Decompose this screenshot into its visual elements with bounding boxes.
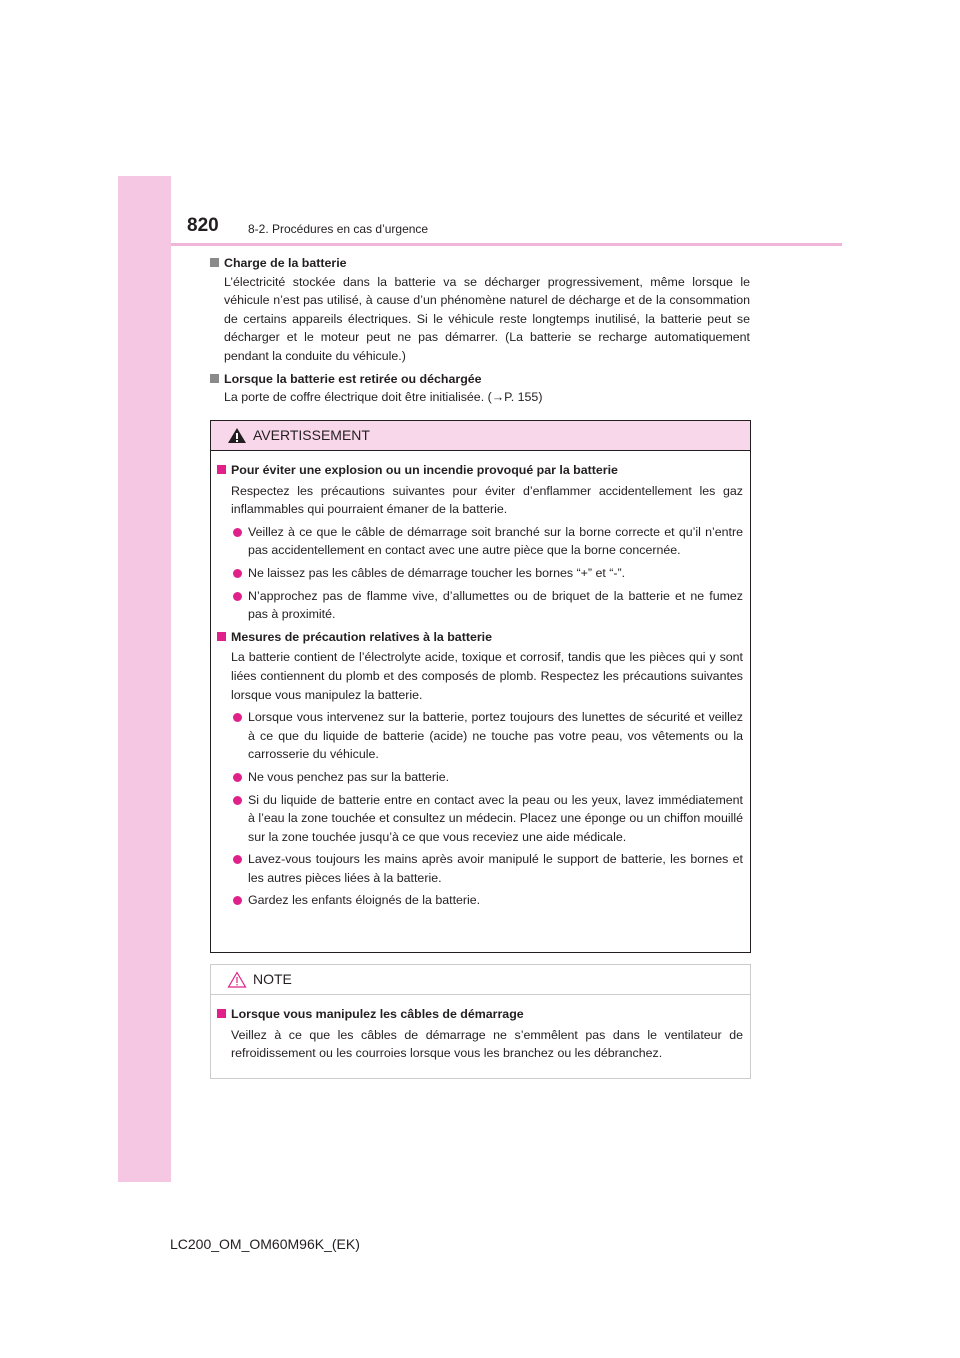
intro-paragraph: L’électricité stockée dans la batterie va se décharger progressivement, même lorsque le véhicule n’est pas utilisé, à cause d’un phénomène naturel de décharge et de la consommation de certains appareils électriques. Si le véhicule reste longtemps inutilisé, la batterie peut se décharger et le moteur peut ne pas démarrer. (La batterie se recharge automatiquement pendant la conduite du véhicule.): [224, 274, 750, 363]
square-bullet-icon: [217, 465, 226, 474]
round-bullet-icon: [233, 796, 242, 805]
intro-content: [210, 254, 750, 411]
side-tab-band: [118, 176, 171, 1182]
round-bullet-icon: [233, 592, 242, 601]
intro-block: [210, 370, 750, 407]
warning-header: [211, 421, 750, 451]
bullet-text: Veillez à ce que le câble de démarrage soit branché sur la borne correcte et qu’il n’entre pas accidentellement en contact avec une autre pièce que la borne concernée.: [248, 524, 743, 558]
warning-heading: [217, 628, 743, 647]
document-code: LC200_OM_OM60M96K_(EK): [170, 1236, 360, 1252]
intro-paragraph: La porte de coffre électrique doit être initialisée. (→P. 155): [224, 390, 543, 405]
intro-heading: [210, 370, 750, 389]
square-bullet-icon: [217, 632, 226, 641]
warning-paragraph: La batterie contient de l’électrolyte acide, toxique et corrosif, tandis que les pièces qui y sont liées contiennent du plomb et des composés de plomb. Respectez les précautions suivantes lorsque vous manipulez la batterie.: [231, 650, 743, 702]
round-bullet-icon: [233, 773, 242, 782]
warning-heading: [217, 461, 743, 480]
warning-bullet: [217, 768, 743, 787]
warning-bullet: [217, 708, 743, 764]
warning-heading-text: Pour éviter une explosion ou un incendie provoqué par la batterie: [231, 463, 618, 477]
round-bullet-icon: [233, 713, 242, 722]
round-bullet-icon: [233, 569, 242, 578]
round-bullet-icon: [233, 528, 242, 537]
note-body: [211, 995, 750, 1063]
bullet-text: Ne vous penchez pas sur la batterie.: [248, 769, 450, 784]
warning-bullet: [217, 791, 743, 847]
intro-heading-text: Charge de la batterie: [224, 256, 347, 270]
warning-paragraph: Respectez les précautions suivantes pour éviter d’enflammer accidentellement les gaz inflammables qui pourraient émaner de la batterie.: [231, 483, 743, 517]
warning-title: AVERTISSEMENT: [253, 427, 370, 443]
round-bullet-icon: [233, 855, 242, 864]
header-rule: [171, 243, 842, 246]
square-bullet-icon: [210, 258, 219, 267]
intro-heading-text: Lorsque la batterie est retirée ou déchargée: [224, 371, 482, 386]
warning-bullet: [217, 587, 743, 624]
round-bullet-icon: [233, 896, 242, 905]
note-heading-text: Lorsque vous manipulez les câbles de démarrage: [231, 1007, 524, 1021]
caution-triangle-icon: [227, 971, 247, 988]
bullet-text: Ne laissez pas les câbles de démarrage toucher les bornes “+” et “-”.: [248, 565, 626, 580]
warning-box: [210, 420, 751, 953]
warning-bullet: [217, 850, 743, 887]
bullet-text: Si du liquide de batterie entre en contact avec la peau ou les yeux, lavez immédiatement à l’eau la zone touchée et consultez un médecin. Placez une éponge ou un chiffon mouillé sur la zone touchée jusqu’à ce que vous receviez une aide médicale.: [248, 792, 743, 844]
bullet-text: Lavez-vous toujours les mains après avoir manipulé le support de batterie, les bornes et les autres pièces liées à la batterie.: [248, 852, 743, 885]
page-number: 820: [187, 215, 219, 236]
intro-heading: [210, 254, 750, 273]
warning-heading-text: Mesures de précaution relatives à la batterie: [231, 629, 493, 644]
warning-body: [211, 451, 750, 910]
note-title: NOTE: [253, 971, 292, 987]
section-title: 8-2. Procédures en cas d’urgence: [248, 222, 429, 236]
square-bullet-icon: [210, 374, 219, 383]
warning-bullet: [217, 523, 743, 560]
note-box: [210, 964, 751, 1079]
bullet-text: Gardez les enfants éloignés de la batterie.: [248, 893, 481, 908]
note-header: [211, 965, 750, 995]
warning-triangle-icon: [227, 427, 247, 444]
bullet-text: N’approchez pas de flamme vive, d’allumettes ou de briquet de la batterie et ne fumez pas à proximité.: [248, 588, 743, 622]
intro-block: [210, 254, 750, 366]
bullet-text: Lorsque vous intervenez sur la batterie, portez toujours des lunettes de sécurité et veillez à ce que du liquide de batterie (acide) ne touche pas votre peau, vos vêtements ou la carrosserie du véhicule.: [248, 710, 743, 762]
warning-bullet: [217, 891, 743, 910]
warning-bullet: [217, 564, 743, 583]
note-heading: [217, 1005, 743, 1024]
note-paragraph: Veillez à ce que les câbles de démarrage ne s’emmêlent pas dans le ventilateur de refroidissement ou les courroies lorsque vous les branchez ou les débranchez.: [231, 1027, 743, 1061]
square-bullet-icon: [217, 1009, 226, 1018]
